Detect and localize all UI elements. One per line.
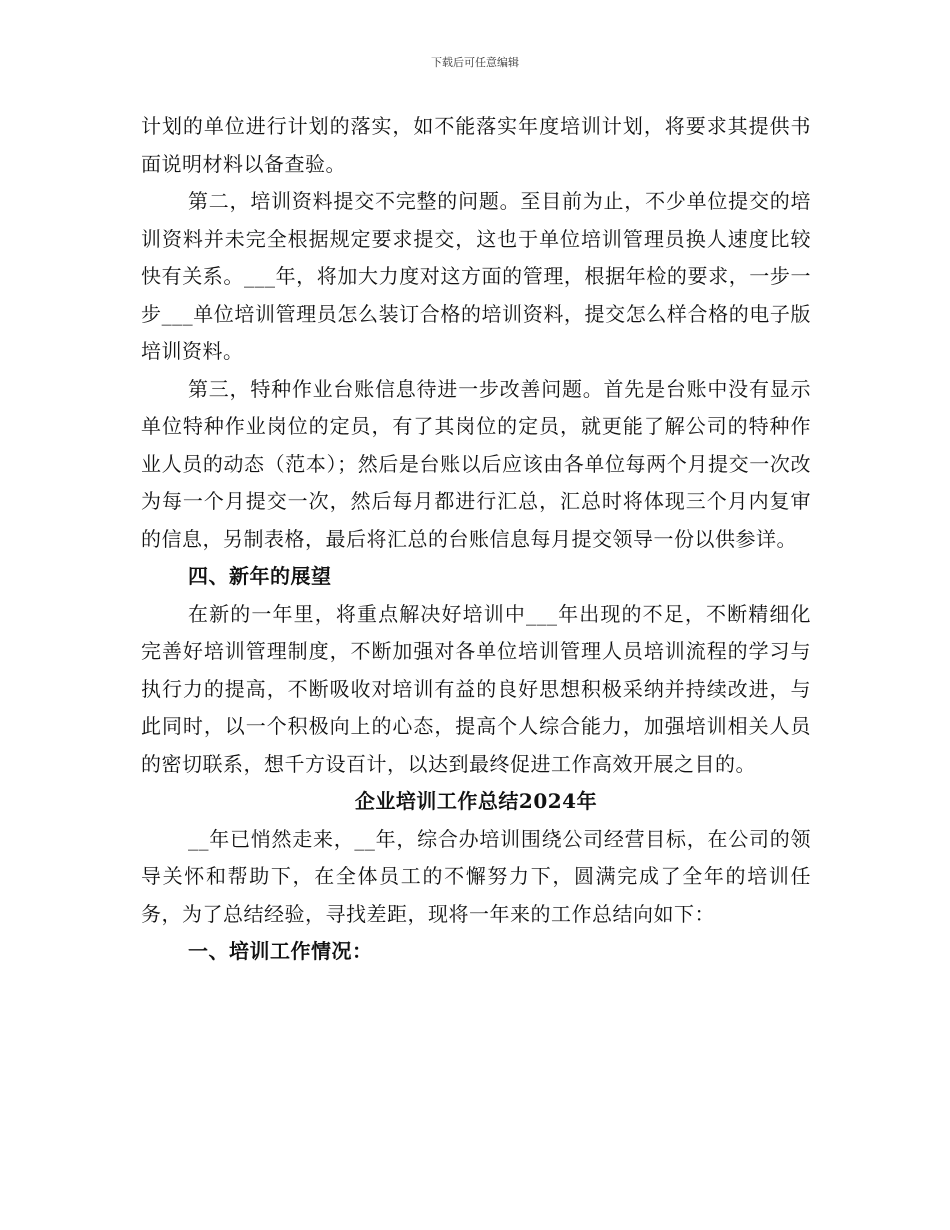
paragraph-intro: __年已悄然走来，__年，综合办培训围绕公司经营目标，在公司的领导关怀和帮助下，在全体员工的不懈努力下，圆满完成了全年的培训任务，为了总结经验，寻找差距，现将一年来的工作总结向如下：	[141, 826, 811, 926]
paragraph-continuation: 计划的单位进行计划的落实，如不能落实年度培训计划，将要求其提供书面说明材料以备查验。	[141, 114, 811, 176]
paragraph-outlook: 在新的一年里，将重点解决好培训中___年出现的不足，不断精细化完善好培训管理制度，不断加强对各单位培训管理人员培训流程的学习与执行力的提高，不断吸收对培训有益的良好思想积极采纳并持续改进，与此同时，以一个积极向上的心态，提高个人综合能力，加强培训相关人员的密切联系，想千方设百计，以达到最终促进工作高效开展之目的。	[141, 601, 811, 776]
document-body	[141, 108, 811, 971]
paragraph-third-issue: 第三，特种作业台账信息待进一步改善问题。首先是台账中没有显示单位特种作业岗位的定员，有了其岗位的定员，就更能了解公司的特种作业人员的动态（范本）；然后是台账以后应该由各单位每两个月提交一次改为每一个月提交一次，然后每月都进行汇总，汇总时将体现三个月内复审的信息，另制表格，最后将汇总的台账信息每月提交领导一份以供参详。	[141, 376, 811, 551]
document-title: 企业培训工作总结2024年	[354, 789, 598, 813]
paragraph-second-issue: 第二，培训资料提交不完整的问题。至目前为止，不少单位提交的培训资料并未完全根据规定要求提交，这也于单位培训管理员换人速度比较快有关系。___年，将加大力度对这方面的管理，根据年检的要求，一步一步___单位培训管理员怎么装订合格的培训资料，提交怎么样合格的电子版培训资料。	[141, 189, 811, 363]
section-heading-training-status: 一、培训工作情况：	[188, 939, 373, 963]
section-heading-outlook: 四、新年的展望	[188, 564, 332, 588]
page-header: 下载后可任意编辑	[431, 56, 519, 69]
